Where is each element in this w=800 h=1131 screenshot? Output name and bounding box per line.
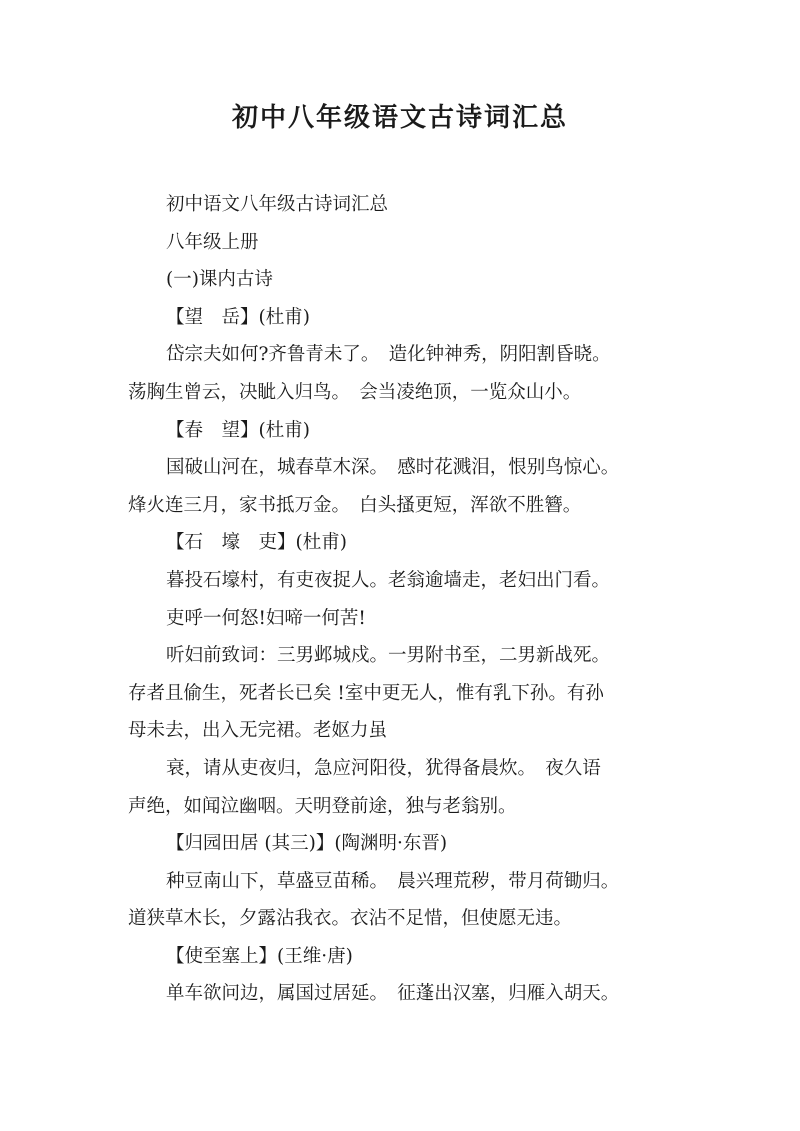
poem-line: 吏呼一何怒!妇啼一何苦! [166, 607, 366, 629]
text-line: (一)课内古诗 [166, 269, 273, 291]
poem-heading: 【石 壕 吏】(杜甫) [166, 532, 347, 554]
poem-line: 衰，请从吏夜归，急应河阳役，犹得备晨炊。 夜久语 [166, 757, 601, 779]
text-line: 初中语文八年级古诗词汇总 [166, 194, 389, 215]
poem-line: 声绝，如闻泣幽咽。天明登前途，独与老翁别。 [128, 795, 517, 817]
poem-line: 存者且偷生，死者长已矣 !室中更无人，惟有乳下孙。有孙 [128, 682, 604, 704]
poem-line: 种豆南山下，草盛豆苗稀。 晨兴理荒秽，带月荷锄归。 [166, 870, 620, 892]
poem-heading: 【使至塞上】(王维·唐) [166, 945, 353, 967]
document-title: 初中八年级语文古诗词汇总 [231, 103, 568, 133]
poem-line: 国破山河在，城春草木深。 感时花溅泪，恨别鸟惊心。 [166, 457, 620, 479]
poem-line: 道狭草木长，夕露沾我衣。衣沾不足惜，但使愿无违。 [128, 908, 573, 930]
poem-line: 单车欲问边，属国过居延。 征蓬出汉塞，归雁入胡天。 [166, 983, 620, 1005]
poem-line: 听妇前致词：三男邺城戍。一男附书至，二男新战死。 [166, 645, 611, 667]
poem-heading: 【归园田居 (其三)】(陶渊明·东晋) [166, 833, 448, 855]
poem-line: 母未去，出入无完裙。老妪力虽 [128, 720, 388, 742]
document-body [128, 186, 700, 1013]
poem-line: 荡胸生曾云，决眦入归鸟。 会当凌绝顶，一览众山小。 [128, 381, 582, 403]
poem-heading: 【春 望】(杜甫) [166, 419, 310, 441]
text-line: 八年级上册 [166, 231, 259, 253]
poem-heading: 【望 岳】(杜甫) [166, 306, 310, 328]
poem-line: 岱宗夫如何?齐鲁青未了。 造化钟神秀，阴阳割昏晓。 [166, 344, 611, 366]
poem-line: 烽火连三月，家书抵万金。 白头搔更短，浑欲不胜簪。 [128, 494, 582, 516]
poem-line: 暮投石壕村，有吏夜捉人。老翁逾墙走，老妇出门看。 [166, 569, 611, 591]
